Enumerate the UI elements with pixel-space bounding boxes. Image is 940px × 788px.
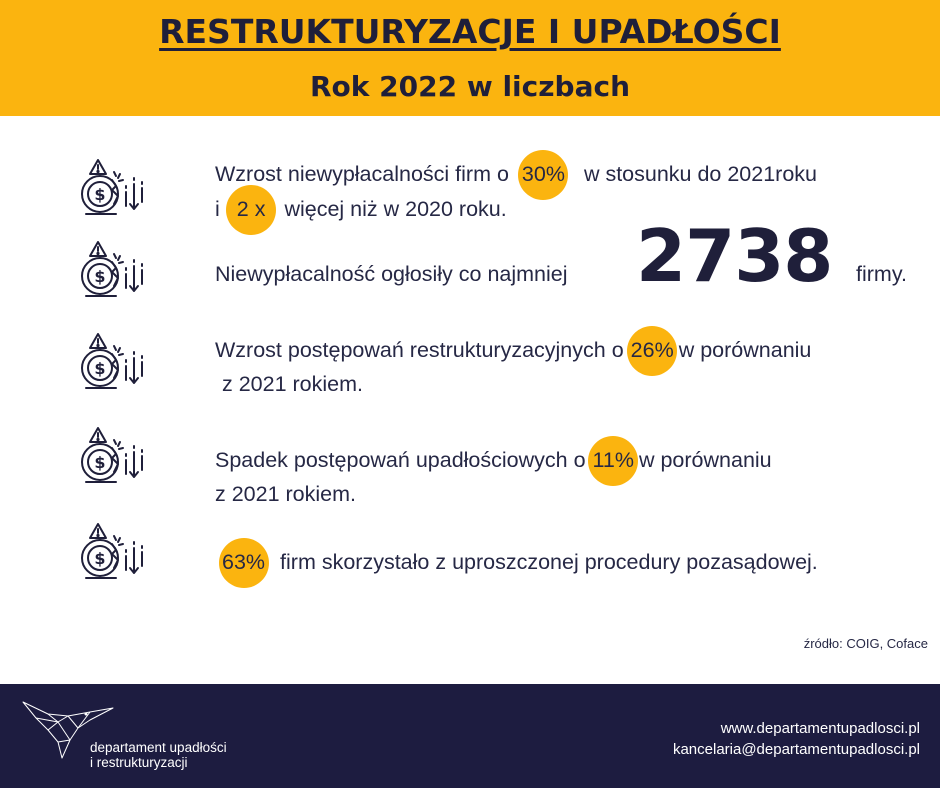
insolvency-coin-alert-icon bbox=[76, 522, 146, 582]
company-name-line-2: i restrukturyzacji bbox=[90, 755, 188, 770]
header-banner bbox=[0, 0, 940, 116]
fact-5-text-after: firm skorzystało z uproszczonej procedury pozasądowej. bbox=[280, 550, 818, 574]
fact-3-line-2: z 2021 rokiem. bbox=[222, 372, 364, 396]
website-link[interactable]: www.departamentupadlosci.pl bbox=[720, 720, 920, 737]
fact-2-text-after: firmy. bbox=[856, 262, 907, 286]
company-name-line-1: departament upadłości bbox=[90, 740, 227, 755]
fact-3-line-1 bbox=[215, 338, 811, 363]
fact-3-text-after: w porównaniu bbox=[678, 338, 812, 362]
fact-4-line-1 bbox=[215, 448, 772, 473]
page-subtitle: Rok 2022 w liczbach bbox=[309, 70, 631, 103]
fact-5-line-1 bbox=[215, 550, 818, 575]
fact-1-text-after: w stosunku do 2021roku bbox=[583, 162, 818, 186]
insolvency-coin-alert-icon bbox=[76, 332, 146, 392]
fact-1-text-rest: więcej niż w 2020 roku. bbox=[284, 197, 507, 221]
footer bbox=[0, 684, 940, 788]
fact-1-line-2 bbox=[215, 197, 507, 222]
source-note: źródło: COIG, Coface bbox=[803, 636, 928, 651]
fact-4-percent-badge: 11% bbox=[590, 448, 637, 473]
contact-info bbox=[673, 718, 920, 760]
fact-1-line-1 bbox=[215, 162, 817, 187]
insolvency-coin-alert-icon bbox=[76, 158, 146, 218]
insolvency-coin-alert-icon bbox=[76, 426, 146, 486]
fact-3-text-before: Wzrost postępowań restrukturyzacyjnych o bbox=[215, 338, 624, 362]
fact-4-text-before: Spadek postępowań upadłościowych o bbox=[215, 448, 586, 472]
fact-1-text-before: Wzrost niewypłacalności firm o bbox=[215, 162, 509, 186]
fact-5-percent-badge: 63% bbox=[219, 550, 268, 575]
fact-1-text-i: i bbox=[215, 197, 220, 221]
page-title: RESTRUKTURYZACJE I UPADŁOŚCI bbox=[159, 12, 781, 51]
fact-1-multiplier-badge: 2 x bbox=[234, 197, 269, 222]
fact-4-line-2: z 2021 rokiem. bbox=[215, 482, 357, 506]
fact-1-percent-badge: 30% bbox=[519, 162, 568, 187]
fact-2-text-before: Niewypłacalność ogłosiły co najmniej bbox=[215, 262, 568, 286]
company-name bbox=[90, 740, 227, 770]
insolvency-coin-alert-icon bbox=[76, 240, 146, 300]
fact-4-text-after: w porównaniu bbox=[638, 448, 772, 472]
email-link[interactable]: kancelaria@departamentupadlosci.pl bbox=[672, 741, 920, 758]
fact-3-percent-badge: 26% bbox=[628, 338, 677, 363]
insolvency-count-number: 2738 bbox=[636, 214, 833, 298]
